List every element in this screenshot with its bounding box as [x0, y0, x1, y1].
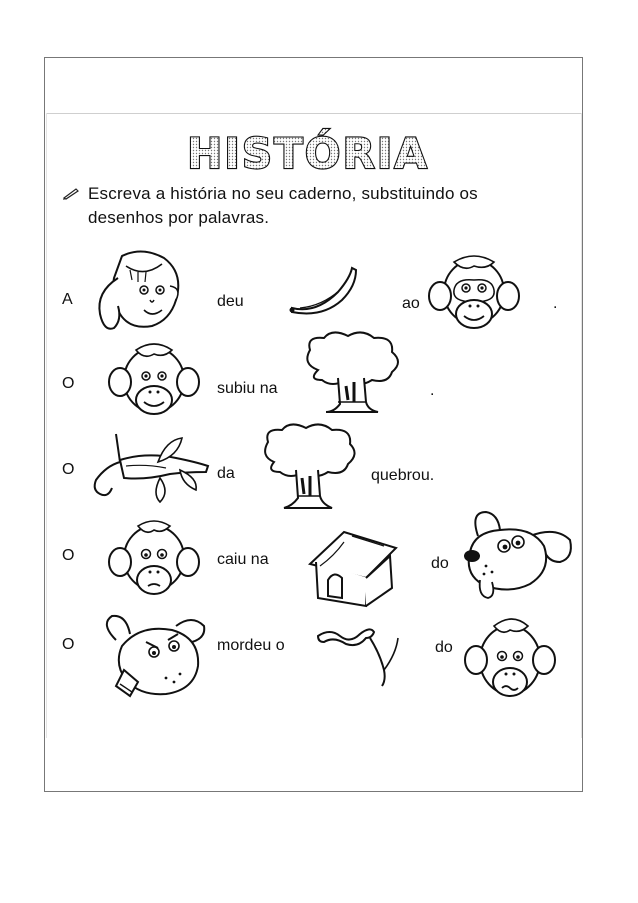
dog-face-icon [456, 506, 576, 606]
row-5-word-1: mordeu o [217, 637, 285, 654]
dog-face-icon [96, 610, 214, 706]
banana-icon [286, 262, 358, 318]
pencil-icon [62, 186, 80, 200]
row-3-word-2: quebrou. [371, 467, 435, 484]
tree-icon [298, 330, 408, 416]
row-1-start: A [62, 291, 73, 308]
row-4-word-2: do [431, 555, 449, 572]
row-5-start: O [62, 636, 75, 653]
row-4-word-1: caiu na [217, 551, 269, 568]
row-1-end: . [553, 295, 558, 312]
girl-face-icon [92, 248, 190, 338]
monkey-face-icon [424, 250, 524, 340]
tree-icon [258, 420, 362, 512]
monkey-face-icon [104, 514, 204, 606]
row-2-word-1: subiu na [217, 380, 278, 397]
divider [581, 113, 582, 738]
row-2-start: O [62, 375, 75, 392]
row-5-word-2: do [435, 639, 453, 656]
monkey-face-icon [104, 336, 204, 426]
monkey-face-icon [460, 612, 560, 708]
divider [46, 113, 581, 114]
row-3-word-1: da [217, 465, 235, 482]
doghouse-icon [300, 526, 404, 608]
row-1-word-2: ao [402, 295, 420, 312]
instruction-text: Escreva a história no seu caderno, substituindo os desenhos por palavras. [88, 184, 478, 227]
row-4-start: O [62, 547, 75, 564]
branch-icon [86, 432, 212, 504]
title-text: HISTÓRIA [187, 129, 429, 176]
row-1-word-1: deu [217, 293, 244, 310]
tail-icon [314, 624, 404, 688]
divider [46, 113, 47, 738]
page-title [168, 122, 448, 176]
row-2-end: . [430, 382, 435, 399]
row-3-start: O [62, 461, 75, 478]
